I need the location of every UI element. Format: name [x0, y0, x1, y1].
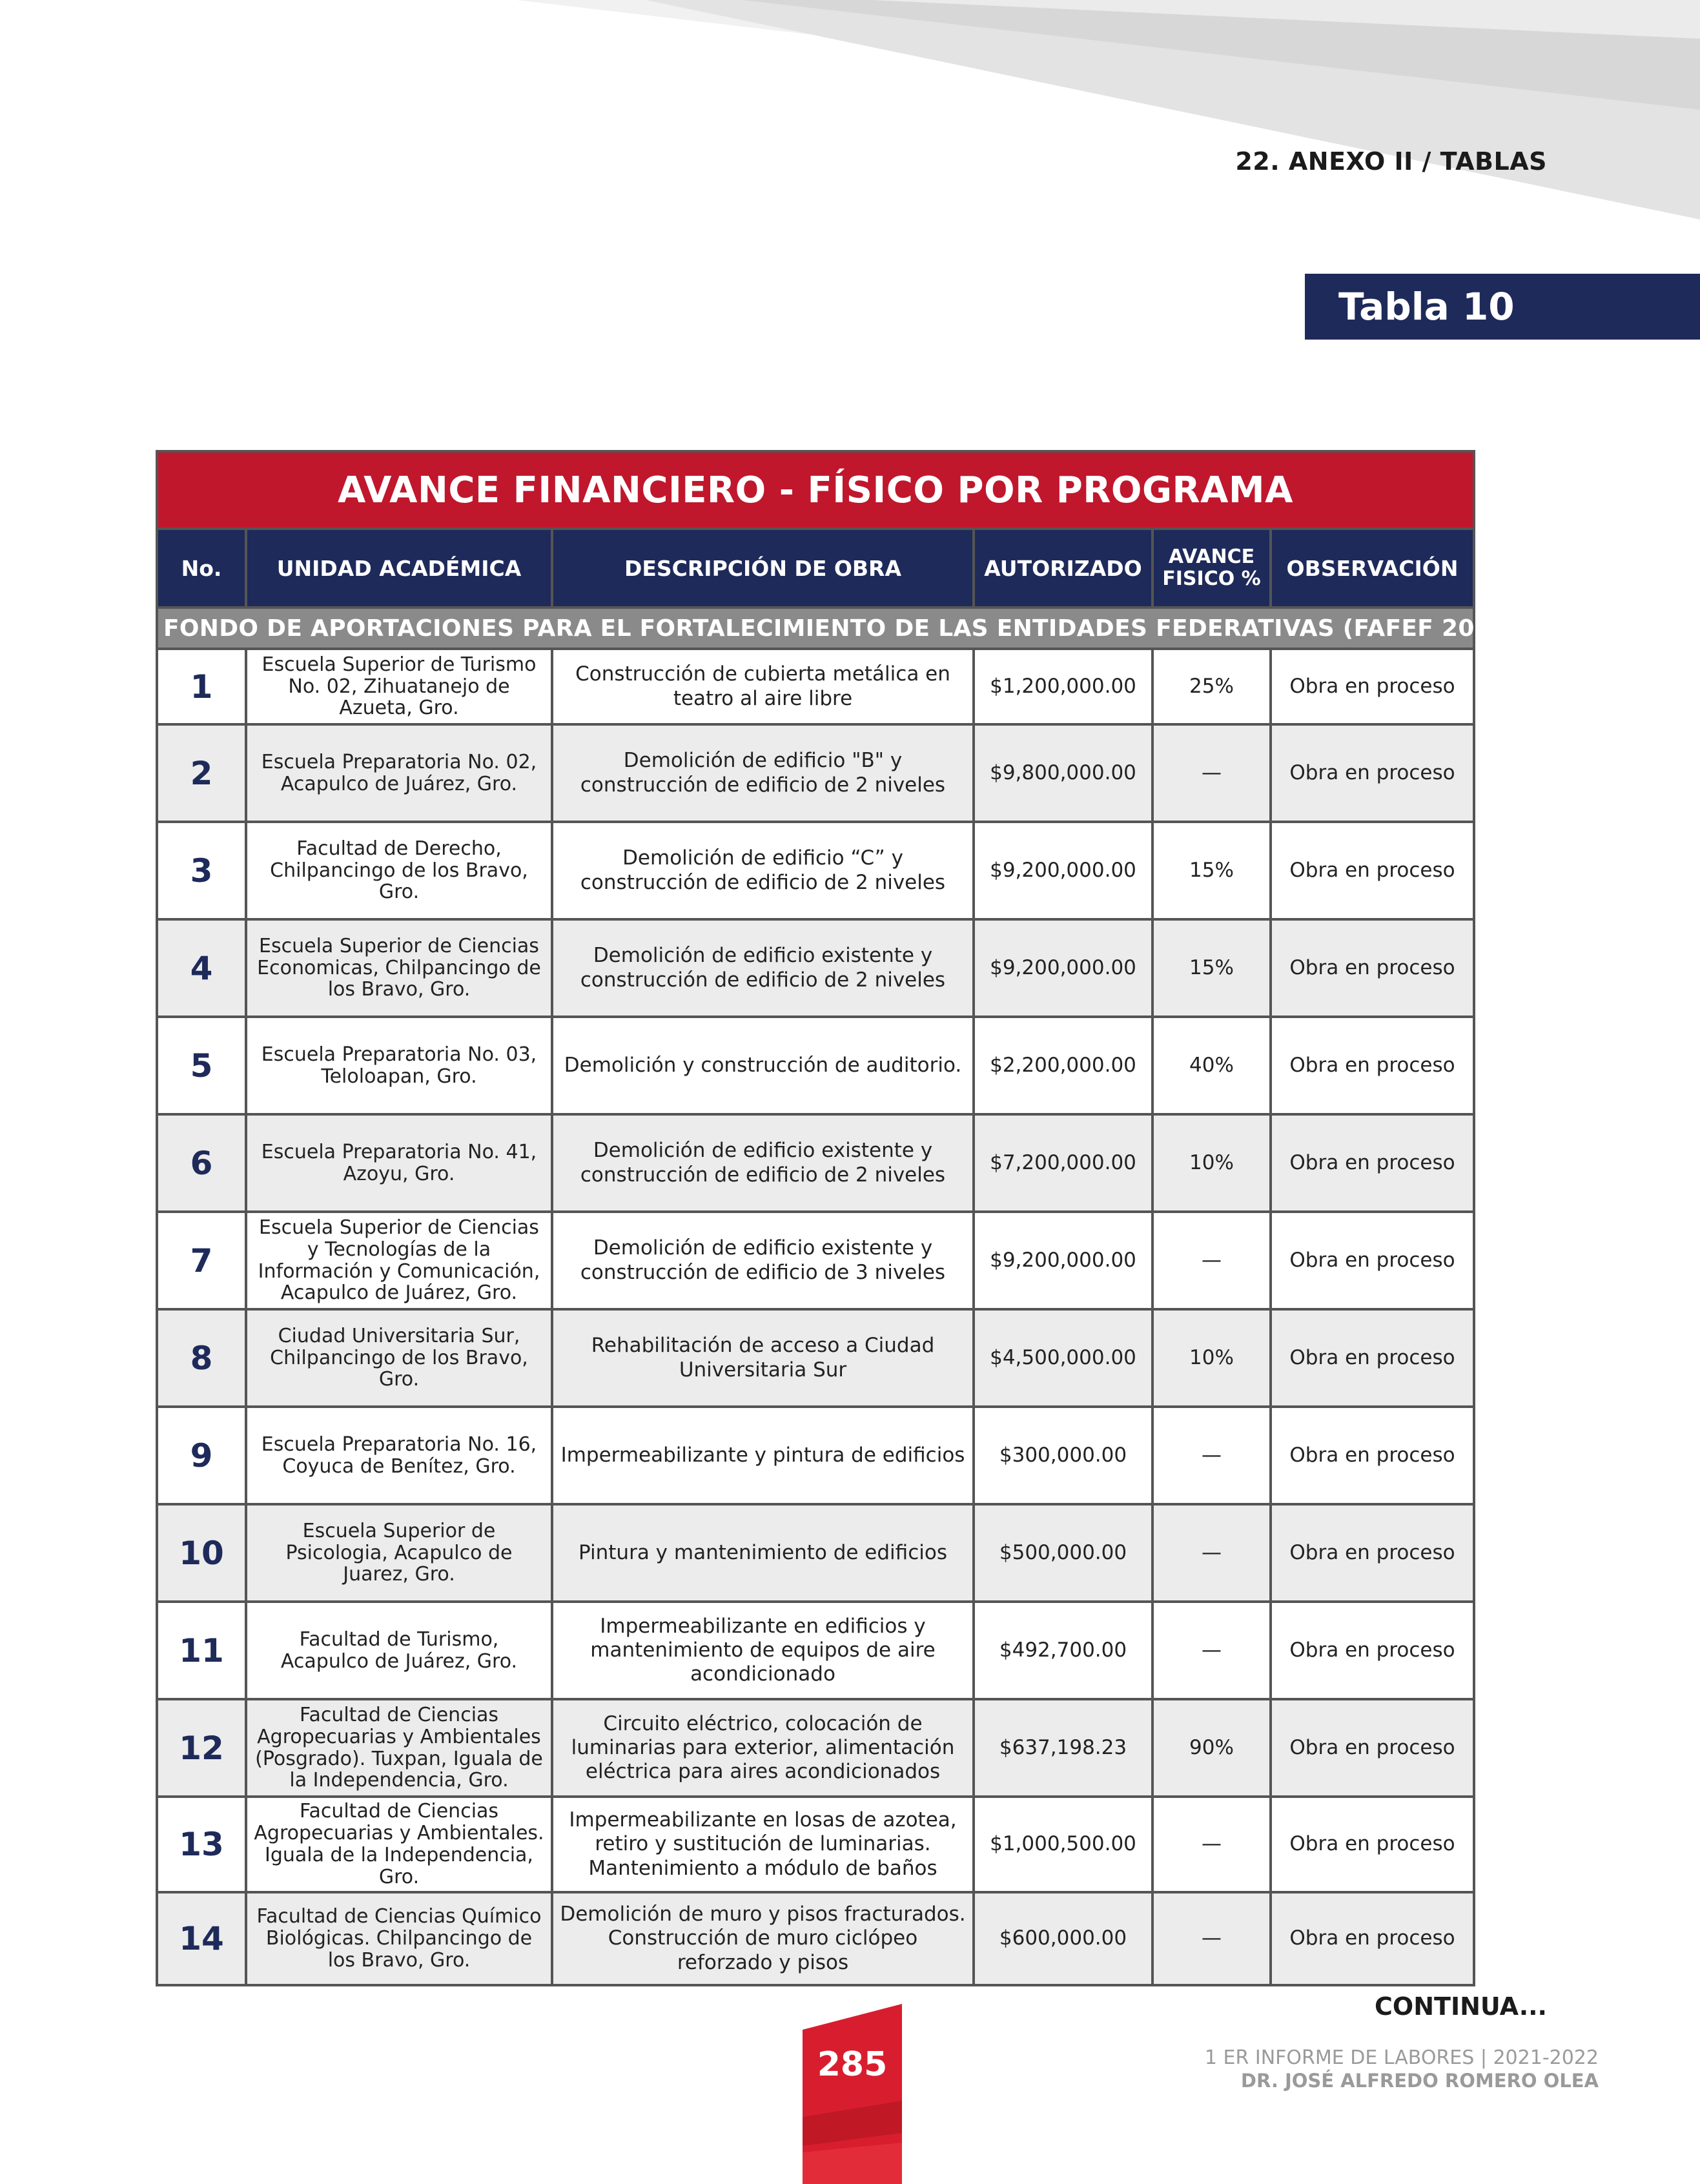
row-descripcion: Rehabilitación de acceso a Ciudad Universitaria Sur	[552, 1309, 974, 1407]
row-number: 5	[157, 1017, 246, 1114]
row-observacion: Obra en proceso	[1271, 1504, 1474, 1602]
row-number: 9	[157, 1407, 246, 1504]
row-autorizado: $600,000.00	[974, 1892, 1152, 1985]
row-autorizado: $2,200,000.00	[974, 1017, 1152, 1114]
row-avance: 10%	[1152, 1309, 1271, 1407]
row-avance: —	[1152, 1212, 1271, 1309]
row-autorizado: $4,500,000.00	[974, 1309, 1152, 1407]
row-observacion: Obra en proceso	[1271, 1602, 1474, 1699]
table-row	[157, 1797, 1474, 1892]
row-autorizado: $300,000.00	[974, 1407, 1152, 1504]
row-avance: 40%	[1152, 1017, 1271, 1114]
row-number: 6	[157, 1114, 246, 1212]
row-autorizado: $500,000.00	[974, 1504, 1152, 1602]
table-row	[157, 1699, 1474, 1797]
row-unidad: Escuela Superior de Ciencias y Tecnologías de la Información y Comunicación, Acapulco de Juárez, Gro.	[246, 1212, 552, 1309]
row-autorizado: $7,200,000.00	[974, 1114, 1152, 1212]
row-descripcion: Demolición de edificio “C” y construcción de edificio de 2 niveles	[552, 822, 974, 919]
row-number: 14	[157, 1892, 246, 1985]
fund-header: FONDO DE APORTACIONES PARA EL FORTALECIMIENTO DE LAS ENTIDADES FEDERATIVAS (FAFEF 2022)	[157, 607, 1474, 649]
col-header-avance-line1: AVANCE	[1168, 545, 1255, 568]
row-observacion: Obra en proceso	[1271, 919, 1474, 1017]
row-avance: —	[1152, 1407, 1271, 1504]
row-observacion: Obra en proceso	[1271, 1309, 1474, 1407]
row-autorizado: $9,800,000.00	[974, 724, 1152, 822]
col-header-avance	[1152, 529, 1271, 607]
row-descripcion: Circuito eléctrico, colocación de luminarias para exterior, alimentación eléctrica para aires acondicionados	[552, 1699, 974, 1797]
table-row	[157, 1114, 1474, 1212]
row-unidad: Ciudad Universitaria Sur, Chilpancingo de los Bravo, Gro.	[246, 1309, 552, 1407]
table-row	[157, 1602, 1474, 1699]
table-row	[157, 1309, 1474, 1407]
row-unidad: Escuela Preparatoria No. 16, Coyuca de Benítez, Gro.	[246, 1407, 552, 1504]
row-avance: —	[1152, 1504, 1271, 1602]
row-number: 4	[157, 919, 246, 1017]
row-observacion: Obra en proceso	[1271, 1017, 1474, 1114]
row-number: 12	[157, 1699, 246, 1797]
row-number: 7	[157, 1212, 246, 1309]
row-number: 13	[157, 1797, 246, 1892]
row-autorizado: $1,000,500.00	[974, 1797, 1152, 1892]
row-descripcion: Demolición de edificio "B" y construcción de edificio de 2 niveles	[552, 724, 974, 822]
table-row	[157, 1212, 1474, 1309]
continua-label: CONTINUA...	[1375, 1992, 1547, 2021]
row-number: 3	[157, 822, 246, 919]
row-observacion: Obra en proceso	[1271, 1892, 1474, 1985]
table-title: AVANCE FINANCIERO - FÍSICO POR PROGRAMA	[157, 451, 1474, 529]
col-header-autorizado: AUTORIZADO	[974, 529, 1152, 607]
col-header-unidad: UNIDAD ACADÉMICA	[246, 529, 552, 607]
row-observacion: Obra en proceso	[1271, 822, 1474, 919]
row-autorizado: $9,200,000.00	[974, 822, 1152, 919]
row-unidad: Facultad de Derecho, Chilpancingo de los Bravo, Gro.	[246, 822, 552, 919]
section-label: 22. ANEXO II / TABLAS	[1235, 147, 1547, 176]
row-unidad: Facultad de Ciencias Agropecuarias y Ambientales (Posgrado). Tuxpan, Iguala de la Independencia, Gro.	[246, 1699, 552, 1797]
row-autorizado: $637,198.23	[974, 1699, 1152, 1797]
row-number: 8	[157, 1309, 246, 1407]
avance-table	[156, 450, 1519, 1986]
row-unidad: Facultad de Ciencias Químico Biológicas. Chilpancingo de los Bravo, Gro.	[246, 1892, 552, 1985]
row-avance: 25%	[1152, 649, 1271, 724]
row-observacion: Obra en proceso	[1271, 1797, 1474, 1892]
row-observacion: Obra en proceso	[1271, 1407, 1474, 1504]
table-row	[157, 649, 1474, 724]
row-unidad: Escuela Superior de Turismo No. 02, Zihuatanejo de Azueta, Gro.	[246, 649, 552, 724]
row-descripcion: Demolición de edificio existente y construcción de edificio de 2 niveles	[552, 919, 974, 1017]
row-descripcion: Impermeabilizante en edificios y mantenimiento de equipos de aire acondicionado	[552, 1602, 974, 1699]
row-autorizado: $1,200,000.00	[974, 649, 1152, 724]
row-number: 2	[157, 724, 246, 822]
row-descripcion: Impermeabilizante en losas de azotea, retiro y sustitución de luminarias. Mantenimiento a módulo de baños	[552, 1797, 974, 1892]
row-number: 11	[157, 1602, 246, 1699]
table-row	[157, 822, 1474, 919]
row-unidad: Escuela Preparatoria No. 41, Azoyu, Gro.	[246, 1114, 552, 1212]
row-observacion: Obra en proceso	[1271, 1212, 1474, 1309]
row-descripcion: Pintura y mantenimiento de edificios	[552, 1504, 974, 1602]
table-body	[157, 649, 1474, 1985]
row-avance: —	[1152, 724, 1271, 822]
row-avance: 15%	[1152, 919, 1271, 1017]
header-swoosh-decoration	[0, 0, 1700, 232]
col-header-descripcion: DESCRIPCIÓN DE OBRA	[552, 529, 974, 607]
row-observacion: Obra en proceso	[1271, 649, 1474, 724]
row-autorizado: $9,200,000.00	[974, 1212, 1152, 1309]
row-observacion: Obra en proceso	[1271, 1699, 1474, 1797]
footer-report-line: 1 ER INFORME DE LABORES | 2021-2022	[1204, 2046, 1599, 2069]
footer	[1205, 2046, 1599, 2092]
table-row	[157, 1407, 1474, 1504]
row-observacion: Obra en proceso	[1271, 724, 1474, 822]
table-row	[157, 1017, 1474, 1114]
row-descripcion: Construcción de cubierta metálica en teatro al aire libre	[552, 649, 974, 724]
page-number-tab	[803, 2004, 902, 2184]
row-descripcion: Demolición de muro y pisos fracturados. Construcción de muro ciclópeo reforzado y pisos	[552, 1892, 974, 1985]
row-autorizado: $9,200,000.00	[974, 919, 1152, 1017]
row-autorizado: $492,700.00	[974, 1602, 1152, 1699]
row-unidad: Facultad de Turismo, Acapulco de Juárez, Gro.	[246, 1602, 552, 1699]
row-avance: 10%	[1152, 1114, 1271, 1212]
footer-author-line: DR. JOSÉ ALFREDO ROMERO OLEA	[1240, 2070, 1599, 2092]
table-row	[157, 919, 1474, 1017]
row-avance: —	[1152, 1602, 1271, 1699]
table-tag: Tabla 10	[1305, 274, 1700, 340]
table-row	[157, 1504, 1474, 1602]
row-unidad: Facultad de Ciencias Agropecuarias y Ambientales. Iguala de la Independencia, Gro.	[246, 1797, 552, 1892]
row-descripcion: Demolición de edificio existente y construcción de edificio de 2 niveles	[552, 1114, 974, 1212]
row-unidad: Escuela Preparatoria No. 02, Acapulco de Juárez, Gro.	[246, 724, 552, 822]
row-avance: —	[1152, 1892, 1271, 1985]
row-avance: —	[1152, 1797, 1271, 1892]
row-descripcion: Impermeabilizante y pintura de edificios	[552, 1407, 974, 1504]
row-unidad: Escuela Superior de Psicologia, Acapulco de Juarez, Gro.	[246, 1504, 552, 1602]
row-unidad: Escuela Preparatoria No. 03, Teloloapan, Gro.	[246, 1017, 552, 1114]
col-header-avance-line2: FISICO %	[1162, 567, 1261, 590]
table-row	[157, 1892, 1474, 1985]
row-number: 10	[157, 1504, 246, 1602]
table-row	[157, 724, 1474, 822]
row-descripcion: Demolición de edificio existente y construcción de edificio de 3 niveles	[552, 1212, 974, 1309]
col-header-observacion: OBSERVACIÓN	[1271, 529, 1474, 607]
page-number: 285	[817, 2045, 888, 2084]
row-unidad: Escuela Superior de Ciencias Economicas, Chilpancingo de los Bravo, Gro.	[246, 919, 552, 1017]
row-avance: 15%	[1152, 822, 1271, 919]
col-header-no: No.	[157, 529, 246, 607]
row-observacion: Obra en proceso	[1271, 1114, 1474, 1212]
row-avance: 90%	[1152, 1699, 1271, 1797]
row-number: 1	[157, 649, 246, 724]
row-descripcion: Demolición y construcción de auditorio.	[552, 1017, 974, 1114]
